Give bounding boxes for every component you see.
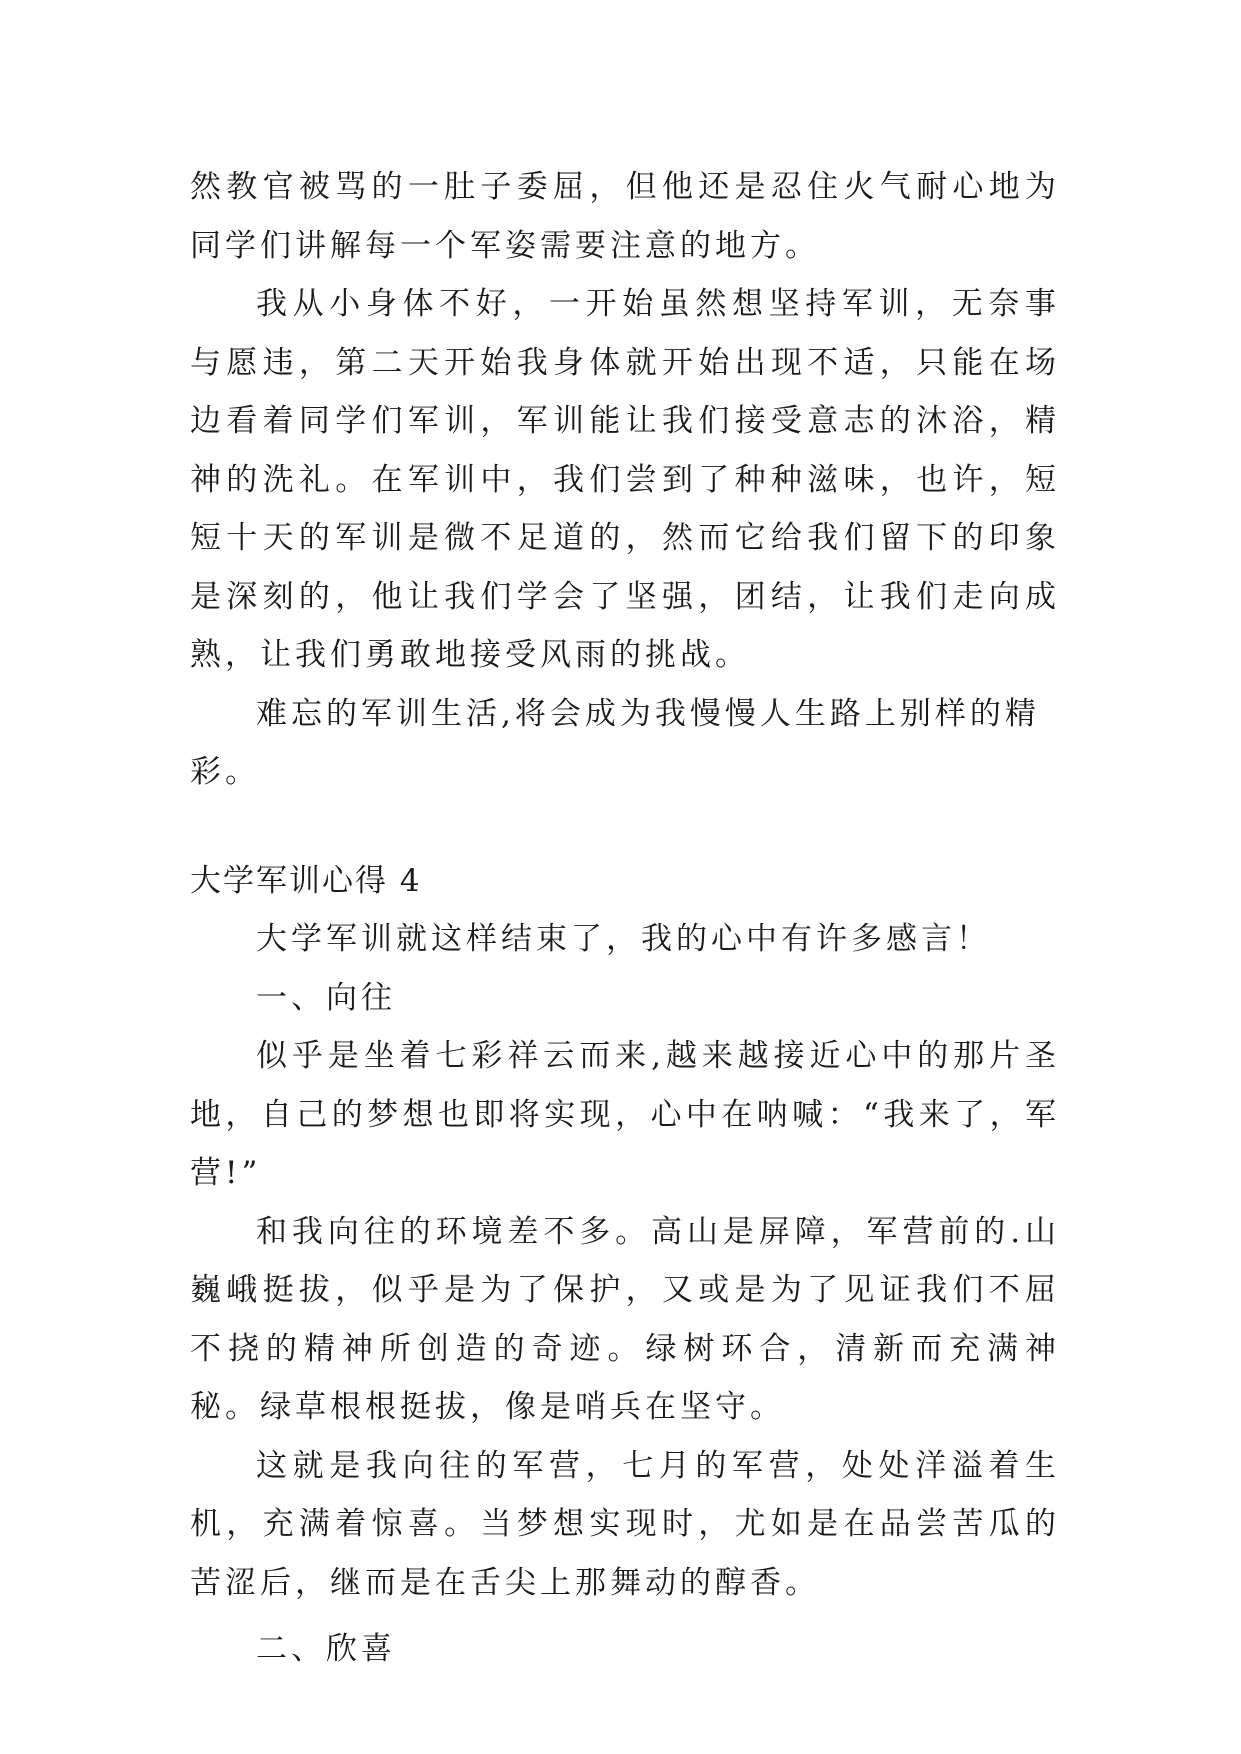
section-title: 大学军训心得 4 bbox=[190, 862, 422, 899]
document-body bbox=[190, 158, 1060, 1679]
subheading-longing: 一、向往 bbox=[256, 979, 396, 1016]
subheading-joy: 二、欣喜 bbox=[256, 1631, 396, 1667]
body-paragraph-2: 难忘的军训生活,将会成为我慢慢人生路上别样的精彩。 bbox=[190, 695, 1040, 790]
section-paragraph-3: 这就是我向往的军营，七月的军营，处处洋溢着生机，充满着惊喜。当梦想实现时，尤如是在品尝苦瓜的苦涩后，继而是在舌尖上那舞动的醇香。 bbox=[190, 1447, 1060, 1601]
continuation-paragraph: 然教官被骂的一肚子委屈，但他还是忍住火气耐心地为同学们讲解每一个军姿需要注意的地方。 bbox=[190, 169, 1060, 264]
body-paragraph-1: 我从小身体不好，一开始虽然想坚持军训，无奈事与愿违，第二天开始我身体就开始出现不适，只能在场边看着同学们军训，军训能让我们接受意志的沐浴，精神的洗礼。在军训中，我们尝到了种种滋味，也许，短短十天的军训是微不足道的，然而它给我们留下的印象是深刻的，他让我们学会了坚强，团结，让我们走向成熟，让我们勇敢地接受风雨的挑战。 bbox=[190, 286, 1060, 673]
section-paragraph-2: 和我向往的环境差不多。高山是屏障，军营前的.山巍峨挺拔，似乎是为了保护，又或是为了见证我们不屈不挠的精神所创造的奇迹。绿树环合，清新而充满神秘。绿草根根挺拔，像是哨兵在坚守。 bbox=[190, 1213, 1060, 1425]
section-paragraph-1: 似乎是坐着七彩祥云而来,越来越接近心中的那片圣地，自己的梦想也即将实现，心中在呐喊：“我来了，军营!” bbox=[190, 1038, 1060, 1191]
intro-paragraph: 大学军训就这样结束了，我的心中有许多感言！ bbox=[256, 921, 991, 957]
section-spacer bbox=[190, 802, 1060, 852]
